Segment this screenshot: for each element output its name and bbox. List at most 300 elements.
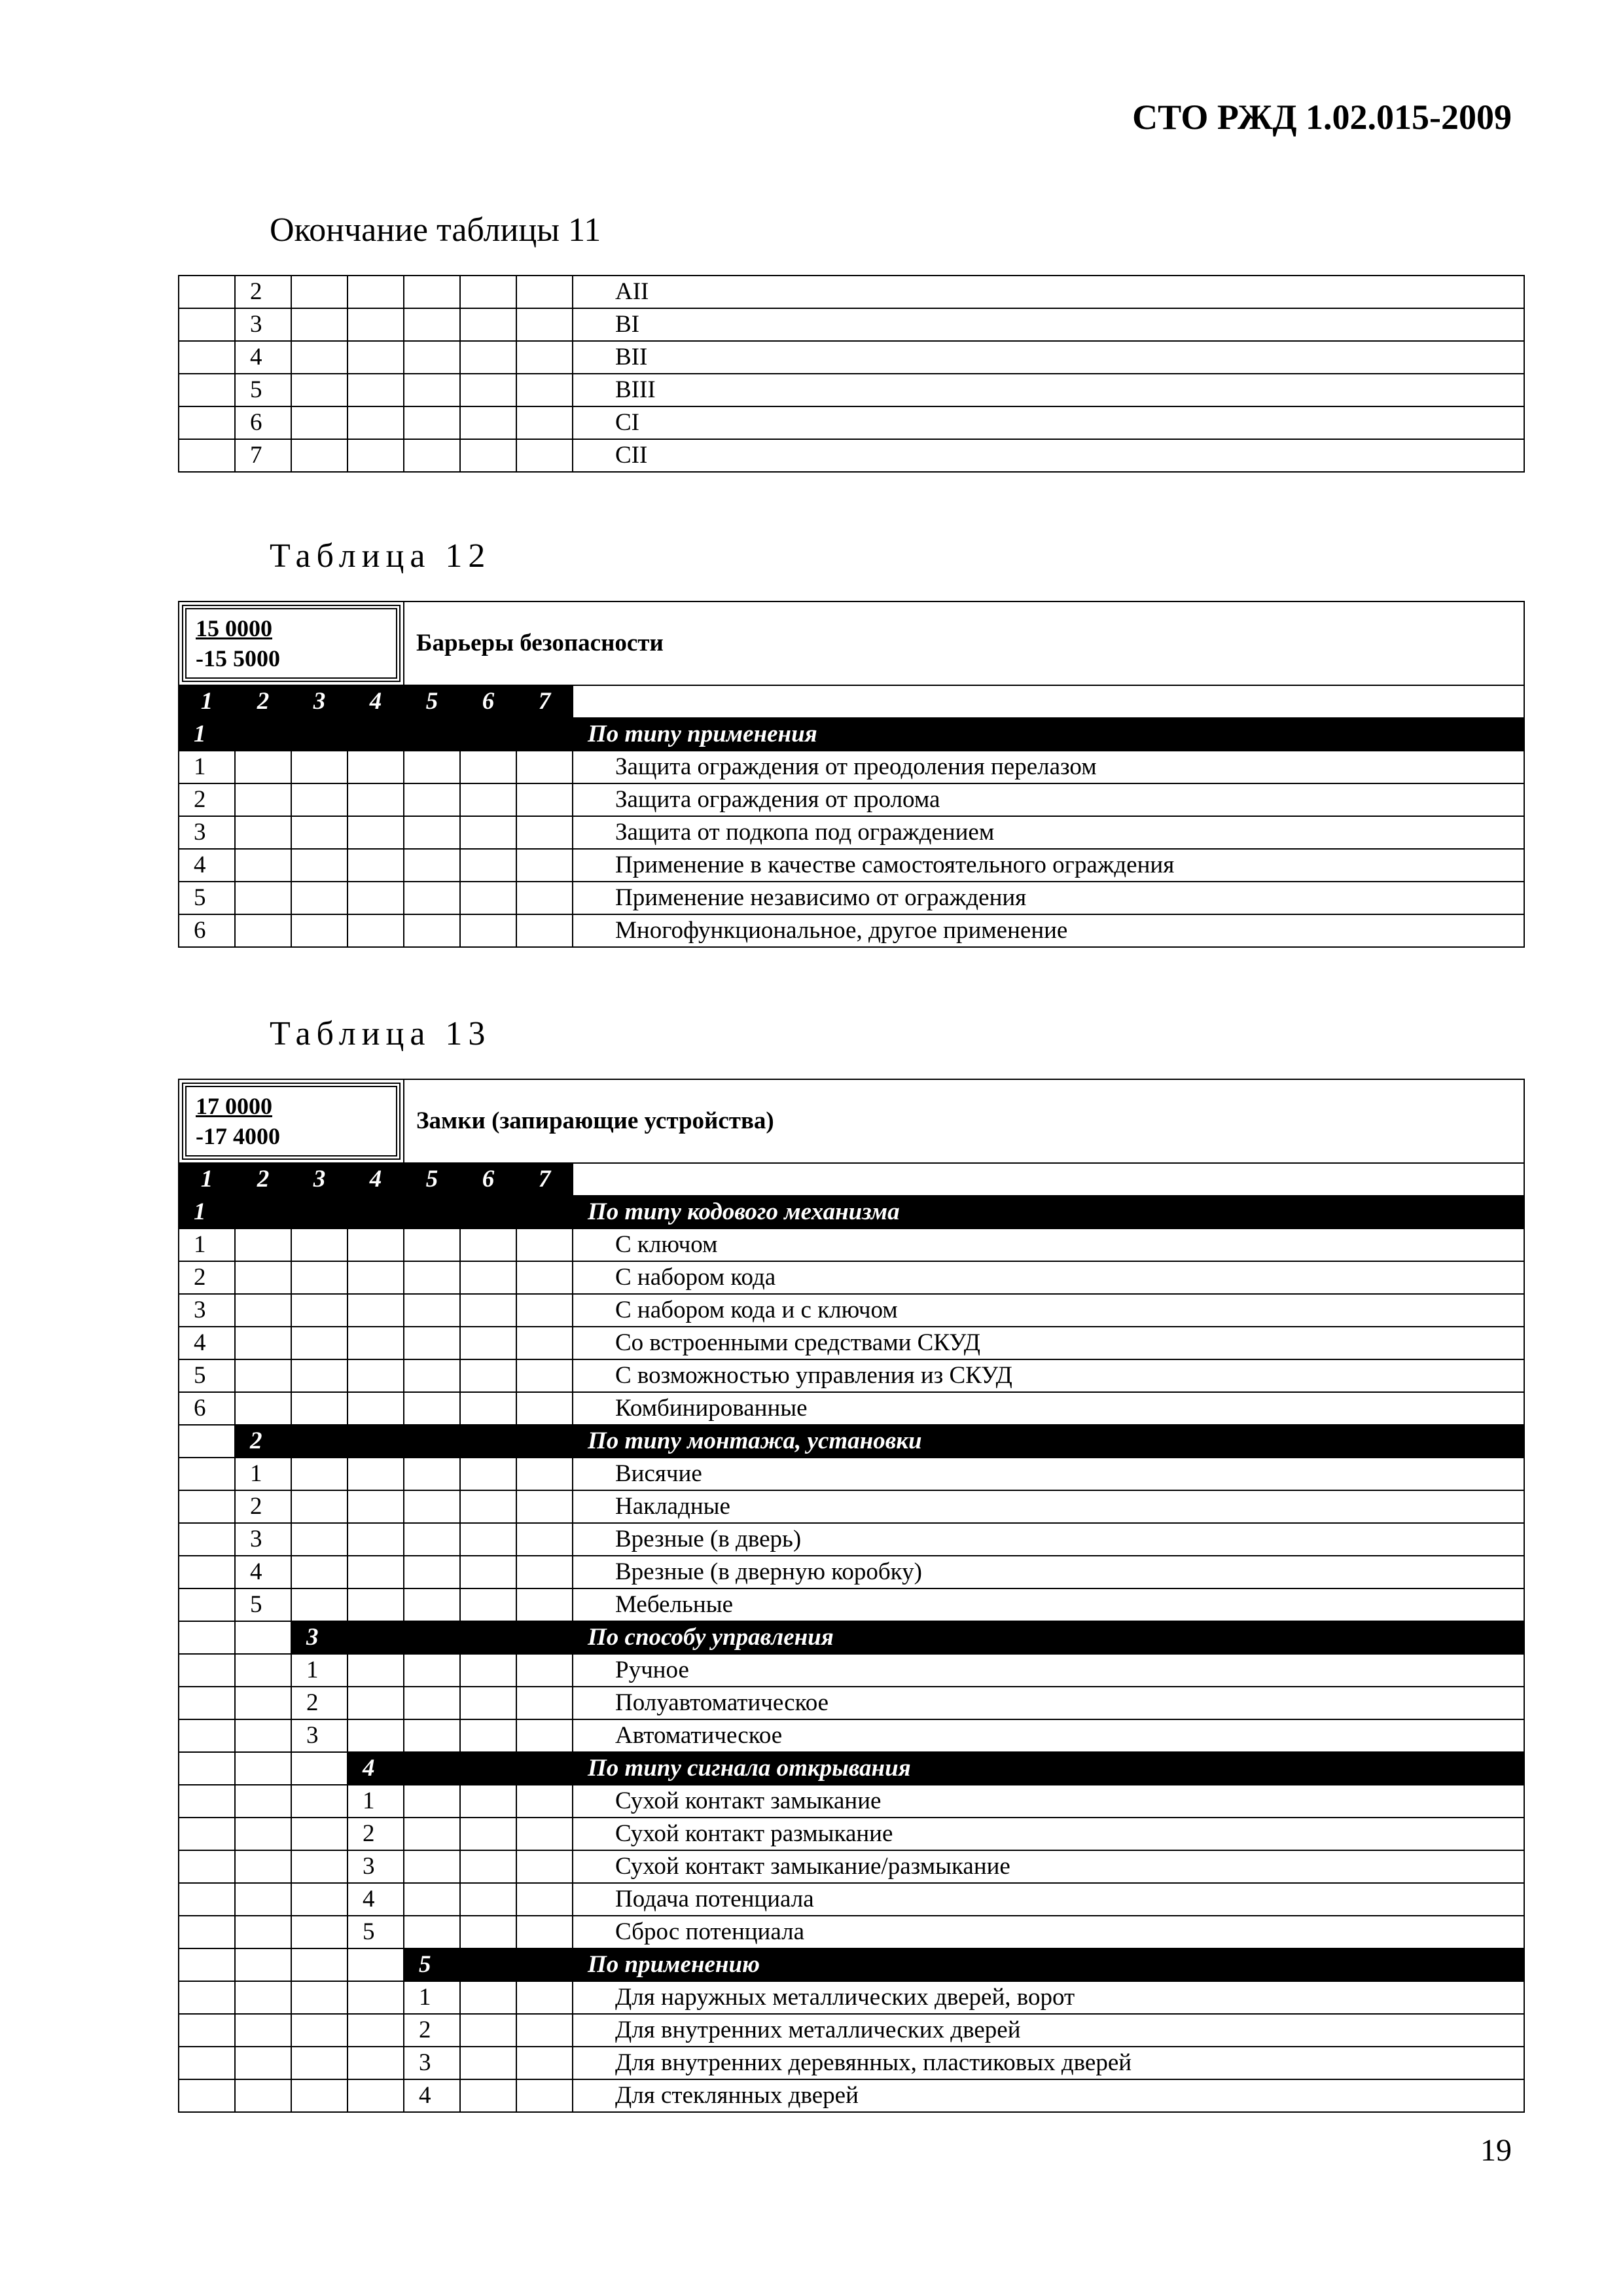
empty-cell [460,406,516,439]
empty-cell [404,1883,460,1916]
empty-cell [291,1458,348,1490]
row-text: Защита ограждения от преодоления перелазом [573,751,1524,783]
table-row [179,1850,1524,1883]
row-number: 2 [291,1687,348,1719]
empty-cell [516,308,573,341]
row-text: Сухой контакт замыкание [573,1785,1524,1818]
section-row [179,1621,1524,1654]
column-number: 3 [291,1163,348,1196]
empty-cell [179,308,235,341]
empty-cell [516,1359,573,1392]
empty-cell [235,1883,291,1916]
empty-cell [179,1621,235,1654]
empty-cell [179,1719,235,1752]
empty-cell [291,2047,348,2079]
table-row [179,308,1524,341]
empty-cell [179,1916,235,1948]
table-row [179,849,1524,882]
row-text: Применение в качестве самостоятельного ограждения [573,849,1524,882]
empty-cell [235,1948,291,1981]
table-row [179,1327,1524,1359]
row-text: BII [573,341,1524,374]
empty-cell [235,783,291,816]
empty-cell [179,406,235,439]
empty-cell [404,882,460,914]
empty-cell [348,849,404,882]
empty-cell [348,816,404,849]
empty-cell [235,1687,291,1719]
empty-cell [460,718,516,751]
empty-cell [179,1425,235,1458]
empty-cell [348,374,404,406]
empty-cell [179,1490,235,1523]
section-heading: По типу монтажа, установки [573,1425,1524,1458]
section-heading: По типу кодового механизма [573,1196,1524,1229]
column-number: 5 [404,1163,460,1196]
table-13 [178,1079,1525,2113]
empty-cell [404,308,460,341]
empty-cell [516,1392,573,1425]
table-row [179,914,1524,947]
table-row [179,1916,1524,1948]
section-row [179,1948,1524,1981]
empty-cell [235,1654,291,1687]
table-row [179,1687,1524,1719]
table-row [179,1719,1524,1752]
empty-cell [460,783,516,816]
empty-cell [235,914,291,947]
section-heading: По способу управления [573,1621,1524,1654]
empty-cell [291,1327,348,1359]
empty-cell [291,2079,348,2112]
empty-cell [460,849,516,882]
table-row [179,1523,1524,1556]
row-number: 4 [179,1327,235,1359]
empty-cell [404,1719,460,1752]
empty-cell [516,882,573,914]
row-number: 2 [348,1818,404,1850]
section-number: 1 [179,718,235,751]
empty-cell [179,1654,235,1687]
row-text: Подача потенциала [573,1883,1524,1916]
empty-cell [404,276,460,308]
empty-cell [516,1556,573,1588]
table-12-caption: Таблица 12 [270,537,491,575]
table-row [179,439,1524,472]
section-heading: По применению [573,1948,1524,1981]
empty-cell [179,1458,235,1490]
section-heading: По типу сигнала открывания [573,1752,1524,1785]
empty-cell [460,1490,516,1523]
section-number: 1 [179,1196,235,1229]
empty-cell [460,1425,516,1458]
empty-cell [179,1785,235,1818]
empty-cell [179,2047,235,2079]
empty-cell [235,1261,291,1294]
table-row [179,882,1524,914]
empty-cell [516,1294,573,1327]
empty-cell [404,1621,460,1654]
empty-cell [404,439,460,472]
empty-cell [460,1556,516,1588]
empty-cell [291,1196,348,1229]
empty-cell [235,882,291,914]
row-text: Накладные [573,1490,1524,1523]
empty-cell [516,718,573,751]
table-row [179,276,1524,308]
empty-cell [291,1981,348,2014]
row-text: С ключом [573,1229,1524,1261]
empty-cell [516,849,573,882]
empty-cell [516,1752,573,1785]
empty-cell [573,1163,1524,1196]
empty-cell [460,1294,516,1327]
code-start: 17 0000 [196,1093,272,1119]
empty-cell [404,1785,460,1818]
empty-cell [404,1916,460,1948]
row-number: 3 [235,1523,291,1556]
empty-cell [291,882,348,914]
empty-cell [179,2014,235,2047]
empty-cell [235,1229,291,1261]
table-row [179,816,1524,849]
section-row [179,718,1524,751]
column-number: 5 [404,685,460,718]
empty-cell [235,2079,291,2112]
empty-cell [404,914,460,947]
row-text: Многофункциональное, другое применение [573,914,1524,947]
row-number: 2 [179,783,235,816]
column-number: 7 [516,1163,573,1196]
empty-cell [460,1785,516,1818]
row-text: С набором кода [573,1261,1524,1294]
section-row [179,1196,1524,1229]
empty-cell [348,439,404,472]
empty-cell [516,1785,573,1818]
empty-cell [404,1687,460,1719]
empty-cell [235,1818,291,1850]
empty-cell [348,783,404,816]
empty-cell [516,1523,573,1556]
empty-cell [516,439,573,472]
empty-cell [179,1523,235,1556]
row-text: Сброс потенциала [573,1916,1524,1948]
table-title: Барьеры безопасности [404,601,1524,685]
row-number: 1 [291,1654,348,1687]
empty-cell [348,1981,404,2014]
table-row [179,1392,1524,1425]
empty-cell [460,1261,516,1294]
row-text: Для стеклянных дверей [573,2079,1524,2112]
empty-cell [460,1458,516,1490]
empty-cell [404,751,460,783]
empty-cell [404,849,460,882]
empty-cell [291,1490,348,1523]
empty-cell [516,406,573,439]
row-text: CII [573,439,1524,472]
empty-cell [291,751,348,783]
row-number: 3 [179,816,235,849]
empty-cell [460,882,516,914]
empty-cell [348,1196,404,1229]
table-row [179,1818,1524,1850]
empty-cell [348,1948,404,1981]
empty-cell [291,1261,348,1294]
code-box [182,605,401,682]
empty-cell [460,2047,516,2079]
row-text: Для наружных металлических дверей, ворот [573,1981,1524,2014]
empty-cell [460,2014,516,2047]
table-row [179,2014,1524,2047]
table-row [179,1556,1524,1588]
row-text: Полуавтоматическое [573,1687,1524,1719]
empty-cell [516,1883,573,1916]
empty-cell [404,1294,460,1327]
empty-cell [516,276,573,308]
empty-cell [291,406,348,439]
row-number: 4 [235,1556,291,1588]
row-text: Сухой контакт замыкание/размыкание [573,1850,1524,1883]
empty-cell [516,783,573,816]
empty-cell [291,1294,348,1327]
empty-cell [348,882,404,914]
table-row [179,1883,1524,1916]
empty-cell [348,341,404,374]
empty-cell [291,1523,348,1556]
empty-cell [460,1654,516,1687]
empty-cell [235,816,291,849]
row-text: CI [573,406,1524,439]
empty-cell [404,1654,460,1687]
table-row [179,1458,1524,1490]
row-text: Врезные (в дверную коробку) [573,1556,1524,1588]
code-end: -15 5000 [196,645,280,672]
table-11 [178,275,1525,473]
row-text: AII [573,276,1524,308]
empty-cell [348,1327,404,1359]
section-heading: По типу применения [573,718,1524,751]
empty-cell [235,1196,291,1229]
table-12 [178,601,1525,948]
empty-cell [348,1719,404,1752]
empty-cell [516,1654,573,1687]
row-text: Сухой контакт размыкание [573,1818,1524,1850]
empty-cell [516,1425,573,1458]
column-number-row [179,685,1524,718]
empty-cell [516,2014,573,2047]
row-number: 5 [179,882,235,914]
table-row [179,2047,1524,2079]
empty-cell [460,1229,516,1261]
empty-cell [291,1425,348,1458]
empty-cell [235,1752,291,1785]
row-number: 2 [235,1490,291,1523]
empty-cell [348,1392,404,1425]
section-number: 2 [235,1425,291,1458]
empty-cell [235,2047,291,2079]
row-number: 5 [179,1359,235,1392]
empty-cell [460,816,516,849]
row-number: 5 [235,1588,291,1621]
empty-cell [291,1916,348,1948]
empty-cell [348,1588,404,1621]
empty-cell [460,2079,516,2112]
empty-cell [179,1752,235,1785]
empty-cell [348,1458,404,1490]
empty-cell [179,1588,235,1621]
empty-cell [460,1621,516,1654]
table-row [179,1654,1524,1687]
empty-cell [404,1458,460,1490]
empty-cell [516,1458,573,1490]
code-start: 15 0000 [196,615,272,641]
empty-cell [516,341,573,374]
column-number: 6 [460,1163,516,1196]
row-number: 6 [179,1392,235,1425]
row-text: С возможностью управления из СКУД [573,1359,1524,1392]
row-number: 6 [179,914,235,947]
empty-cell [460,308,516,341]
empty-cell [460,1850,516,1883]
code-box [182,1083,401,1160]
code-box-cell [179,1079,404,1163]
empty-cell [291,1588,348,1621]
empty-cell [516,1818,573,1850]
empty-cell [348,276,404,308]
empty-cell [348,2047,404,2079]
section-row [179,1752,1524,1785]
empty-cell [460,374,516,406]
row-number: 3 [179,1294,235,1327]
empty-cell [179,1981,235,2014]
empty-cell [404,718,460,751]
empty-cell [291,849,348,882]
empty-cell [460,1196,516,1229]
table-row [179,1294,1524,1327]
empty-cell [348,1425,404,1458]
table-row [179,1588,1524,1621]
empty-cell [348,1654,404,1687]
row-number: 4 [348,1883,404,1916]
row-text: Для внутренних деревянных, пластиковых дверей [573,2047,1524,2079]
empty-cell [404,1850,460,1883]
row-text: Комбинированные [573,1392,1524,1425]
empty-cell [291,783,348,816]
empty-cell [460,1883,516,1916]
empty-cell [291,914,348,947]
table-row [179,1229,1524,1261]
empty-cell [179,374,235,406]
empty-cell [516,1588,573,1621]
column-number: 2 [235,1163,291,1196]
empty-cell [516,1621,573,1654]
empty-cell [348,1490,404,1523]
empty-cell [348,1687,404,1719]
table-header-row [179,1079,1524,1163]
empty-cell [348,308,404,341]
row-number: 3 [348,1850,404,1883]
empty-cell [516,1981,573,2014]
empty-cell [235,1621,291,1654]
empty-cell [235,718,291,751]
empty-cell [404,1523,460,1556]
row-text: Для внутренних металлических дверей [573,2014,1524,2047]
empty-cell [348,1556,404,1588]
empty-cell [516,1719,573,1752]
section-number: 3 [291,1621,348,1654]
empty-cell [179,276,235,308]
empty-cell [291,1752,348,1785]
table-row [179,1490,1524,1523]
empty-cell [235,1327,291,1359]
row-number: 4 [179,849,235,882]
row-number: 1 [179,751,235,783]
empty-cell [235,751,291,783]
empty-cell [179,2079,235,2112]
empty-cell [516,1327,573,1359]
empty-cell [460,1752,516,1785]
row-number: 1 [404,1981,460,2014]
row-text: С набором кода и с ключом [573,1294,1524,1327]
empty-cell [404,1229,460,1261]
empty-cell [460,1719,516,1752]
empty-cell [404,341,460,374]
empty-cell [516,1916,573,1948]
empty-cell [291,1948,348,1981]
empty-cell [460,439,516,472]
empty-cell [235,1294,291,1327]
empty-cell [516,816,573,849]
empty-cell [516,1687,573,1719]
empty-cell [516,2079,573,2112]
empty-cell [516,1261,573,1294]
empty-cell [348,1294,404,1327]
empty-cell [235,1785,291,1818]
row-number: 5 [348,1916,404,1948]
row-text: Врезные (в дверь) [573,1523,1524,1556]
empty-cell [460,914,516,947]
empty-cell [235,849,291,882]
row-text: Ручное [573,1654,1524,1687]
empty-cell [291,1359,348,1392]
row-text: Защита от подкопа под ограждением [573,816,1524,849]
column-number: 6 [460,685,516,718]
empty-cell [291,718,348,751]
empty-cell [404,1556,460,1588]
empty-cell [460,1818,516,1850]
empty-cell [460,1981,516,2014]
row-number: 1 [179,1229,235,1261]
empty-cell [404,816,460,849]
row-text: Защита ограждения от пролома [573,783,1524,816]
empty-cell [348,1523,404,1556]
empty-cell [291,276,348,308]
empty-cell [348,1261,404,1294]
row-text: BI [573,308,1524,341]
row-number: 2 [404,2014,460,2047]
table-13-caption: Таблица 13 [270,1015,491,1052]
column-number: 7 [516,685,573,718]
row-number: 2 [179,1261,235,1294]
empty-cell [516,2047,573,2079]
row-number: 4 [235,341,291,374]
table-row [179,406,1524,439]
column-number: 1 [179,685,235,718]
code-box-cell [179,601,404,685]
empty-cell [460,751,516,783]
row-number: 5 [235,374,291,406]
code-end: -17 4000 [196,1123,280,1149]
